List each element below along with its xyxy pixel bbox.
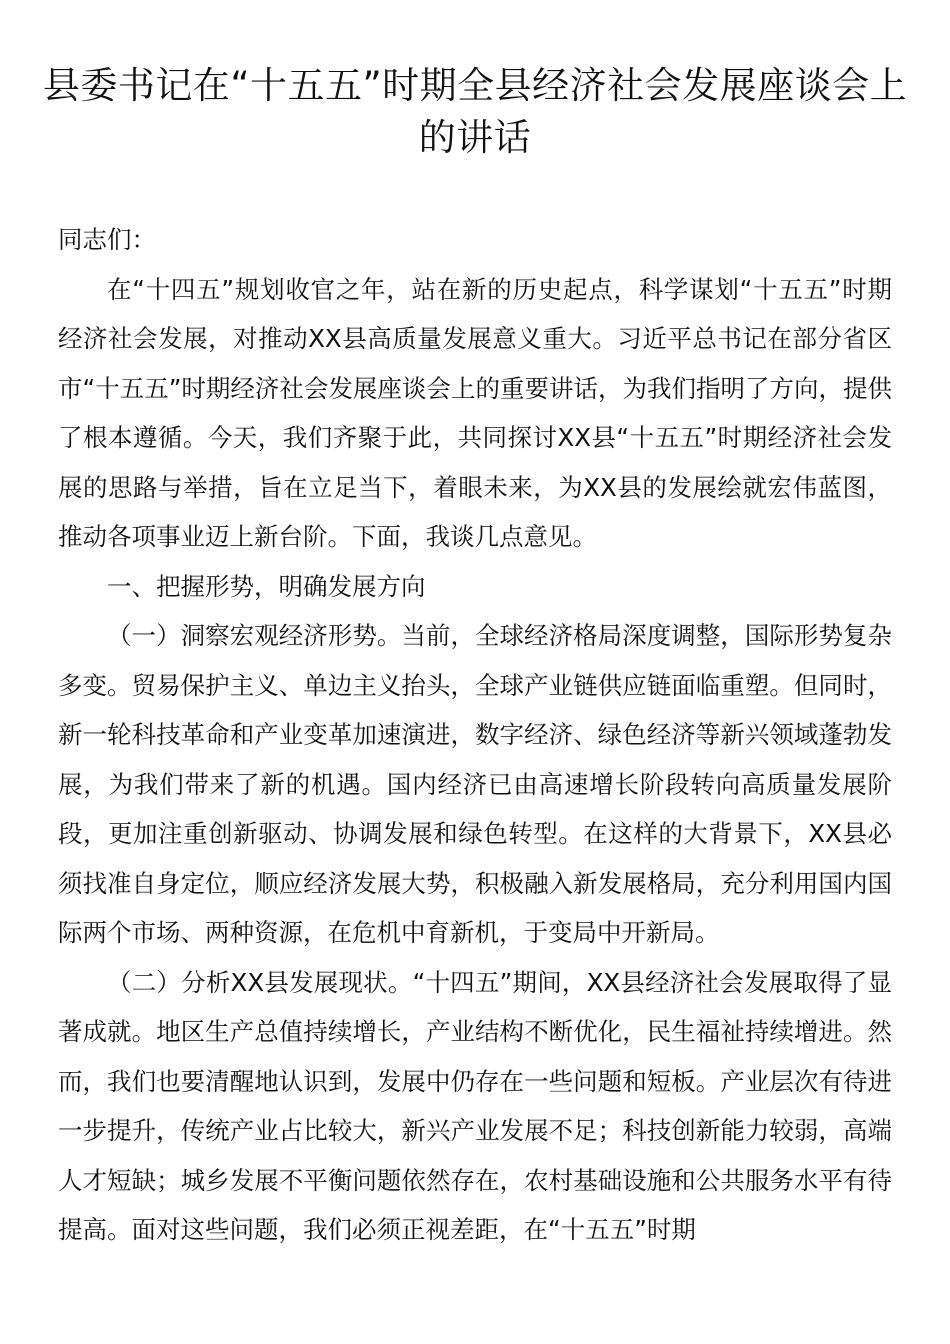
section-heading-1: 一、把握形势，明确发展方向	[107, 571, 426, 601]
paragraph-section-1-1: （一）洞察宏观经济形势。当前，全球经济格局深度调整，国际形势复杂多变。贸易保护主义、单边主义抬头，全球产业链供应链面临重塑。但同时，新一轮科技革命和产业变革加速演进，数字经济、绿色经济等新兴领域蓬勃发展，为我们带来了新的机遇。国内经济已由高速增长阶段转向高质量发展阶段，更加注重创新驱动、协调发展和绿色转型。在这样的大背景下，XX县必须找准自身定位，顺应经济发展大势，积极融入新发展格局，充分利用国内国际两个市场、两种资源，在危机中育新机，于变局中开新局。	[58, 621, 892, 947]
document-title: 县委书记在“十五五”时期全县经济社会发展座谈会上的讲话	[42, 64, 908, 159]
paragraph-intro: 在“十四五”规划收官之年，站在新的历史起点，科学谋划“十五五”时期经济社会发展，对推动XX县高质量发展意义重大。习近平总书记在部分省区市“十五五”时期经济社会发展座谈会上的重要讲话，为我们指明了方向，提供了根本遵循。今天，我们齐聚于此，共同探讨XX县“十五五”时期经济社会发展的思路与举措，旨在立足当下，着眼未来，为XX县的发展绘就宏伟蓝图，推动各项事业迈上新台阶。下面，我谈几点意见。	[58, 274, 892, 551]
document-body	[58, 215, 892, 1255]
salutation: 同志们：	[58, 225, 156, 254]
paragraph-section-1-2: （二）分析XX县发展现状。“十四五”期间，XX县经济社会发展取得了显著成就。地区生产总值持续增长，产业结构不断优化，民生福祉持续增进。然而，我们也要清醒地认识到，发展中仍存在一些问题和短板。产业层次有待进一步提升，传统产业占比较大，新兴产业发展不足；科技创新能力较弱，高端人才短缺；城乡发展不平衡问题依然存在，农村基础设施和公共服务水平有待提高。面对这些问题，我们必须正视差距，在“十五五”时期	[58, 967, 892, 1244]
